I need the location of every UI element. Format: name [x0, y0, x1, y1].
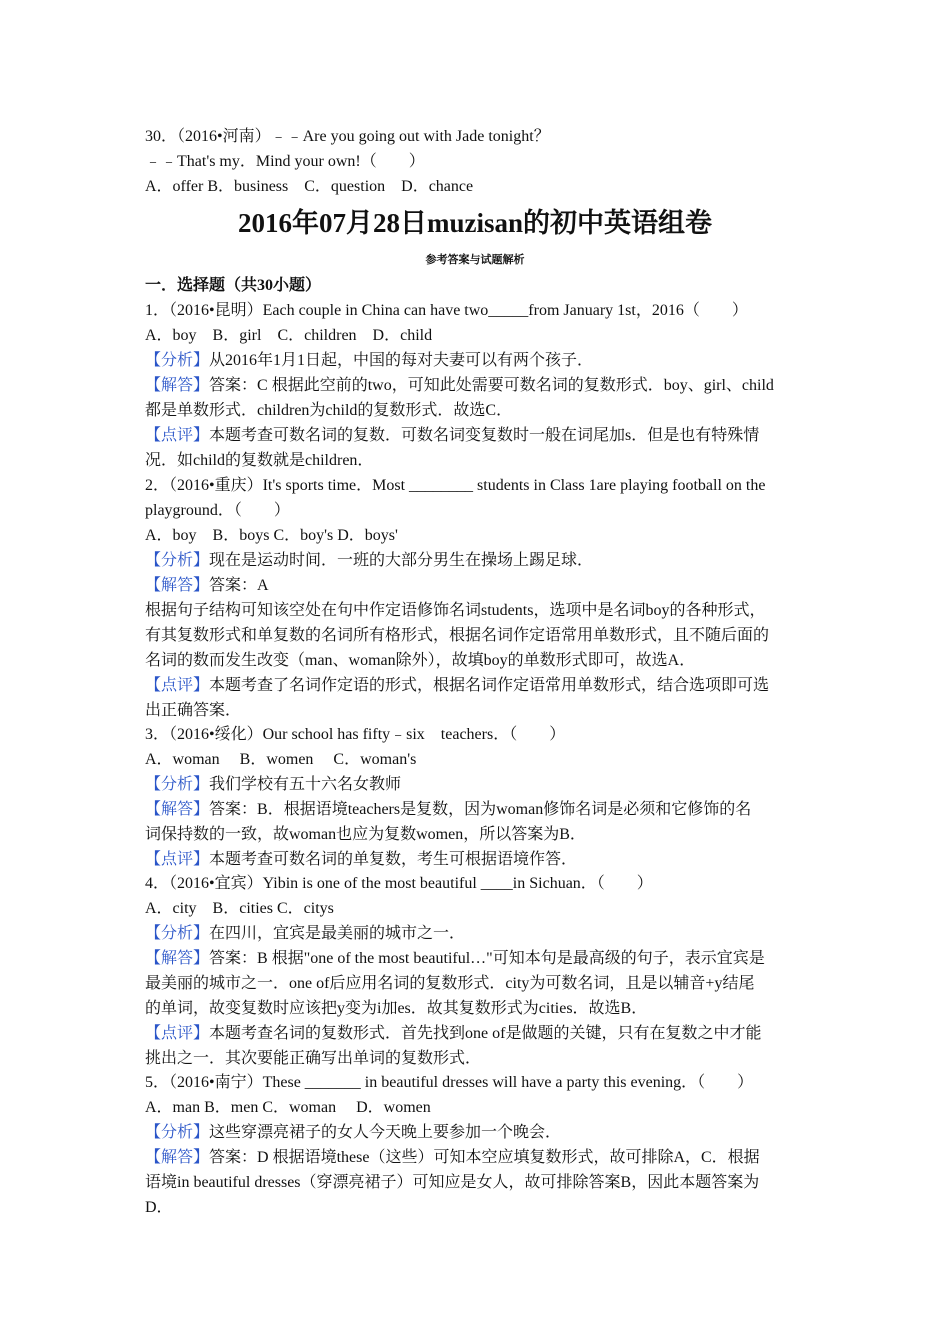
analysis-tag: 【分析】 [145, 925, 210, 942]
question-2-comment-cont: 出正确答案． [145, 702, 242, 719]
comment-tag: 【点评】 [145, 1025, 210, 1042]
comment-text: 本题考查可数名词的复数．可数名词变复数时一般在词尾加s．但是也有特殊情 [209, 427, 760, 444]
question-3-answer-cont: 词保持数的一致，故woman也应为复数women，所以答案为B． [145, 826, 586, 843]
question-4-comment-cont: 挑出之一．其次要能正确写出单词的复数形式． [145, 1050, 482, 1067]
answer-text: 答案：D 根据语境these（这些）可知本空应填复数形式，故可排除A，C．根据 [209, 1149, 760, 1166]
question-5-answer-cont: 语境in beautiful dresses（穿漂亮裙子）可知应是女人，故可排除答案B，因此本题答案为 [145, 1174, 760, 1191]
question-5-answer [145, 1145, 810, 1170]
comment-text: 本题考查名词的复数形式．首先找到one of是做题的关键，只有在复数之中才能 [209, 1025, 762, 1042]
analysis-tag: 【分析】 [145, 352, 210, 369]
question-3-analysis [145, 772, 810, 797]
comment-tag: 【点评】 [145, 851, 210, 868]
answer-tag: 【解答】 [145, 801, 210, 818]
question-1-answer [145, 373, 810, 398]
question-4-answer [145, 946, 810, 971]
question-3-answer [145, 797, 810, 822]
page-title: 2016年07月28日muzisan的初中英语组卷 [237, 208, 713, 238]
question-1-comment [145, 423, 810, 448]
question-2-answer-cont: 有其复数形式和单复数的名词所有格形式，根据名词作定语常用单数形式，且不随后面的 [145, 627, 770, 644]
analysis-text: 从2016年1月1日起，中国的每对夫妻可以有两个孩子． [209, 352, 594, 369]
question-3-comment [145, 847, 810, 872]
answer-tag: 【解答】 [145, 1149, 210, 1166]
question-4-answer-cont: 最美丽的城市之一．one of后应用名词的复数形式．city为可数名词，且是以辅音+y结尾 [145, 975, 755, 992]
question-1-stem: 1．（2016•昆明）Each couple in China can have two_____from January 1st，2016（ ） [145, 302, 748, 319]
question-5-stem: 5．（2016•南宁）These _______ in beautiful dresses will have a party this evening．（ ） [145, 1074, 754, 1091]
answer-tag: 【解答】 [145, 377, 210, 394]
answer-tag: 【解答】 [145, 577, 210, 594]
question-2-comment [145, 673, 810, 698]
comment-text: 本题考查可数名词的单复数，考生可根据语境作答． [209, 851, 578, 868]
question-30-reply: ﹣﹣That's my．Mind your own!（ ） [145, 153, 425, 170]
question-2-answer [145, 573, 810, 598]
section-heading: 一．选择题（共30小题） [145, 277, 322, 294]
question-5-analysis [145, 1120, 810, 1145]
question-5-options: A．man B．men C．woman D．women [145, 1099, 431, 1116]
question-2-stem-cont: playground．（ ） [145, 502, 290, 519]
question-5-answer-cont: D． [145, 1199, 173, 1216]
question-4-answer-cont: 的单词，故变复数时应该把y变为i加es．故其复数形式为cities．故选B． [145, 1000, 648, 1017]
question-30-options: A．offer B．business C．question D．chance [145, 178, 474, 195]
answer-text: 答案：B 根据"one of the most beautiful…"可知本句是最高级的句子，表示宜宾是 [209, 950, 765, 967]
analysis-text: 我们学校有五十六名女教师 [209, 776, 402, 793]
question-4-stem: 4．（2016•宜宾）Yibin is one of the most beautiful ____in Sichuan．（ ） [145, 875, 653, 892]
comment-tag: 【点评】 [145, 677, 210, 694]
question-2-stem: 2．（2016•重庆）It's sports time．Most ________ students in Class 1are playing football on the [145, 477, 766, 494]
analysis-tag: 【分析】 [145, 1124, 210, 1141]
analysis-text: 在四川，宜宾是最美丽的城市之一． [209, 925, 466, 942]
question-2-analysis [145, 548, 810, 573]
question-1-comment-cont: 况．如child的复数就是children． [145, 452, 374, 469]
question-2-answer-cont: 根据句子结构可知该空处在句中作定语修饰名词students，选项中是名词boy的各种形式， [145, 602, 766, 619]
analysis-tag: 【分析】 [145, 776, 210, 793]
question-4-options: A．city B．cities C．citys [145, 900, 334, 917]
comment-tag: 【点评】 [145, 427, 210, 444]
question-2-options: A．boy B．boys C．boy's D．boys' [145, 527, 398, 544]
analysis-text: 现在是运动时间．一班的大部分男生在操场上踢足球． [209, 552, 594, 569]
answer-text: 答案：B．根据语境teachers是复数，因为woman修饰名词是必须和它修饰的名 [209, 801, 752, 818]
analysis-tag: 【分析】 [145, 552, 210, 569]
answer-text: 答案：A [209, 577, 269, 594]
question-1-answer-cont: 都是单数形式．children为child的复数形式．故选C． [145, 402, 513, 419]
question-4-analysis [145, 921, 810, 946]
answer-text: 答案：C 根据此空前的two，可知此处需要可数名词的复数形式．boy、girl、child [209, 377, 774, 394]
page-subtitle: 参考答案与试题解析 [425, 254, 525, 266]
question-30-stem: 30．（2016•河南）﹣﹣Are you going out with Jade tonight？ [145, 128, 550, 145]
question-2-answer-cont: 名词的数而发生改变（man、woman除外），故填boy的单数形式即可，故选A． [145, 652, 696, 669]
question-1-analysis [145, 348, 810, 373]
question-3-options: A．woman B．women C．woman's [145, 751, 417, 768]
analysis-text: 这些穿漂亮裙子的女人今天晚上要参加一个晚会． [209, 1124, 562, 1141]
question-4-comment [145, 1021, 810, 1046]
question-1-options: A．boy B．girl C．children D．child [145, 327, 433, 344]
comment-text: 本题考查了名词作定语的形式，根据名词作定语常用单数形式，结合选项即可选 [209, 677, 770, 694]
answer-tag: 【解答】 [145, 950, 210, 967]
question-3-stem: 3．（2016•绥化）Our school has fifty﹣six teachers．（ ） [145, 726, 566, 743]
